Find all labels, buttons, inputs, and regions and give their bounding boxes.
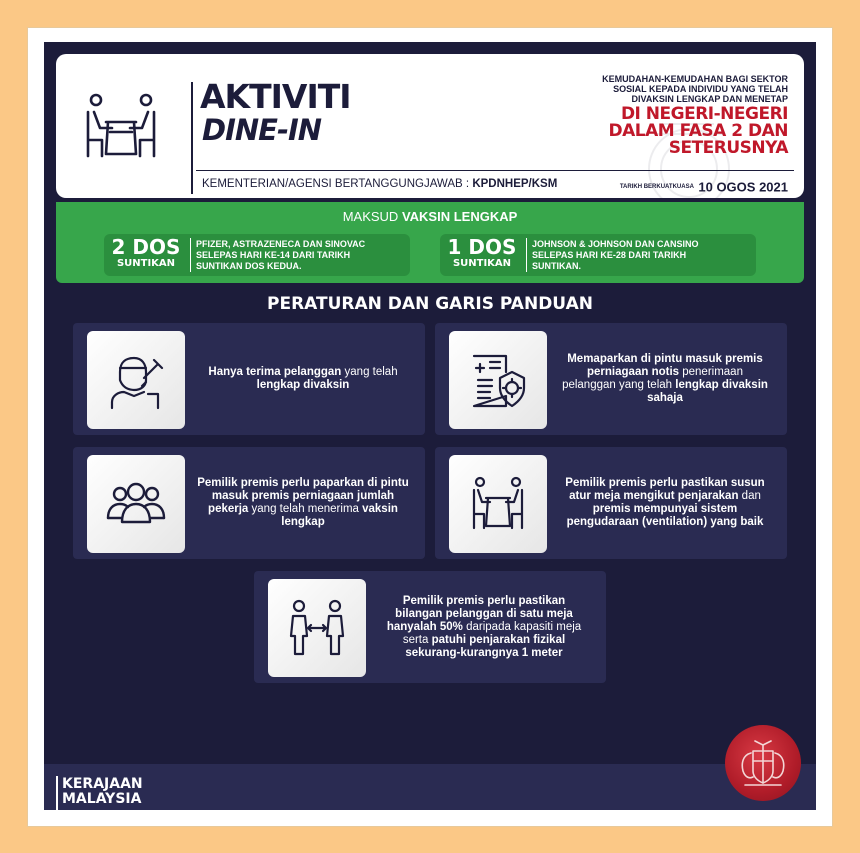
rule-text-run: Pemilik premis perlu pastikan bilangan pelanggan di satu meja hanyalah 50% — [386, 594, 573, 633]
rule-text-run: lengkap divaksin sahaja — [647, 379, 768, 404]
coat-of-arms-seal — [725, 725, 801, 801]
rule-card — [73, 447, 425, 559]
rule-text-run: penerimaan pelanggan yang telah — [562, 366, 743, 391]
rule-text-run: patuhi penjarakan fizikal sekurang-kurangnya 1 meter — [405, 633, 566, 659]
rules-title: PERATURAN DAN GARIS PANDUAN — [267, 294, 593, 314]
rule-text-run: vaksin lengkap — [281, 503, 398, 528]
states-phase-heading: DI NEGERI-NEGERI DALAM FASA 2 DAN SETERUSNYA — [608, 104, 788, 158]
rule-text-run: yang telah — [341, 366, 398, 378]
rule-text-run: yang telah menerima — [248, 503, 363, 515]
rule-card — [73, 323, 425, 435]
header-divider — [191, 82, 193, 194]
coat-of-arms-icon — [735, 737, 791, 789]
rule-text-run: premis mempunyai sistem pengudaraan (ventilation) yang baik — [566, 503, 764, 528]
rule-text — [559, 323, 771, 435]
rule-text-run: Hanya terima pelanggan — [208, 366, 342, 378]
dose-description: PFIZER, ASTRAZENECA DAN SINOVAC SELEPAS HARI KE-14 DARI TARIKH SUNTIKAN DOS KEDUA. — [196, 239, 366, 271]
title-line-2: DINE-IN — [202, 113, 322, 147]
dose-count: 1 DOS — [447, 235, 517, 259]
dining-table-icon — [468, 474, 528, 534]
vaccinated-person-icon — [106, 350, 166, 410]
rule-text-run: Pemilik premis perlu pastikan susun atur meja mengikut penjarakan — [565, 477, 765, 502]
dose-unit: SUNTIKAN — [116, 258, 176, 269]
effective-date-value: 10 OGOS 2021 — [698, 179, 788, 195]
workers-group-icon — [106, 474, 166, 534]
sector-description: KEMUDAHAN-KEMUDAHAN BAGI SEKTOR SOSIAL KEPADA INDIVIDU YANG TELAH DIVAKSIN LENGKAP DAN MENETAP — [602, 74, 788, 104]
vaccine-definition-title: MAKSUD VAKSIN LENGKAP — [342, 209, 518, 224]
effective-date — [620, 178, 788, 196]
dine-in-icon — [82, 92, 160, 162]
header-panel — [56, 54, 804, 198]
rule-text — [197, 447, 409, 559]
rule-text-run: Memaparkan di pintu masuk premis perniagaan notis — [567, 353, 763, 378]
dose-description: JOHNSON & JOHNSON DAN CANSINO SELEPAS HARI KE-28 DARI TARIKH SUNTIKAN. — [532, 239, 699, 271]
rule-text-run: Pemilik premis perlu paparkan di pintu masuk premis perniagaan jumlah pekerja — [197, 477, 409, 515]
footer-band — [44, 764, 816, 810]
rule-card — [435, 323, 787, 435]
rule-text-run: lengkap divaksin — [256, 379, 350, 391]
rule-text-run: dan — [738, 490, 761, 502]
ministry-value: KPDNHEP/KSM — [472, 178, 558, 190]
rule-text — [378, 571, 590, 683]
title-line-1: AKTIVITI — [200, 77, 351, 116]
government-wordmark: KERAJAAN MALAYSIA — [62, 776, 143, 807]
dose-box-one — [440, 234, 756, 276]
responsible-ministry — [202, 178, 557, 190]
rule-text-run: daripada kapasiti meja serta — [402, 620, 582, 646]
footer-bar — [56, 776, 58, 810]
ministry-label: KEMENTERIAN/AGENSI BERTANGGUNGJAWAB : — [202, 178, 470, 190]
effective-date-label: TARIKH BERKUATKUASA — [619, 183, 694, 190]
rule-text — [559, 447, 771, 559]
dose-count: 2 DOS — [111, 235, 181, 259]
rule-card — [435, 447, 787, 559]
vaccine-definition-band — [56, 202, 804, 283]
rule-card — [254, 571, 606, 683]
dose-box-two — [104, 234, 410, 276]
rule-text — [197, 323, 409, 435]
poster — [44, 42, 816, 810]
vaccine-certificate-icon — [468, 350, 528, 410]
dose-unit: SUNTIKAN — [452, 258, 512, 269]
physical-distancing-icon — [287, 598, 347, 658]
